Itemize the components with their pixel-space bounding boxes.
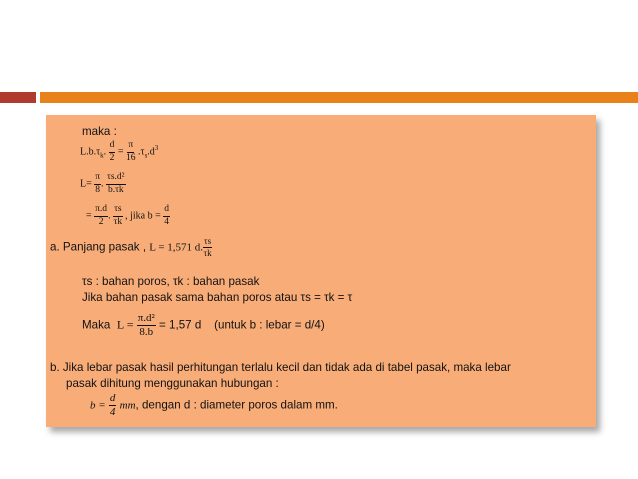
content-panel (46, 115, 596, 427)
equation-1: $L.b.\tau_k$. $\frac{d}{2}$ = $\frac{\pi}{16}$ $.\tau_s.d^3$ (80, 140, 159, 163)
equation-3: = $\frac{\pi.d}{2}$ . $\frac{\tau s}{\tau k}$ , jika b = $\frac{d}{4}$ (86, 204, 169, 227)
same-material-note: Jika bahan pasak sama bahan poros atau τs = τk = τ (82, 291, 353, 304)
lebar-pasak-line-2: pasak dihitung menggunakan hubungan : (66, 377, 279, 390)
accent-bar-orange (40, 92, 638, 103)
equation-2: L= $\frac{\pi}{8}$ . $\frac{\text{τs.d²}}{b.\tau k}$ (80, 172, 125, 195)
lebar-formula-line: b = $\frac{d}{4}$ mm, dengan d : diameter poros dalam mm. (90, 392, 338, 418)
lebar-pasak-line-1: b. Jika lebar pasak hasil perhitungan terlalu kecil dan tidak ada di tabel pasak, maka lebar (50, 361, 511, 374)
maka-label: maka : (82, 125, 117, 138)
accent-bar-red (0, 92, 36, 103)
tau-definition: τs : bahan poros, τk : bahan pasak (82, 275, 260, 288)
maka-formula-line: Maka L = $\frac{\text{π.d²}}{8.b}$ = 1,57 d (untuk b : lebar = d/4) (82, 312, 325, 338)
panjang-pasak-line: a. Panjang pasak , L = 1,571 d. $\frac{\tau s}{\tau k}$ (50, 236, 212, 258)
